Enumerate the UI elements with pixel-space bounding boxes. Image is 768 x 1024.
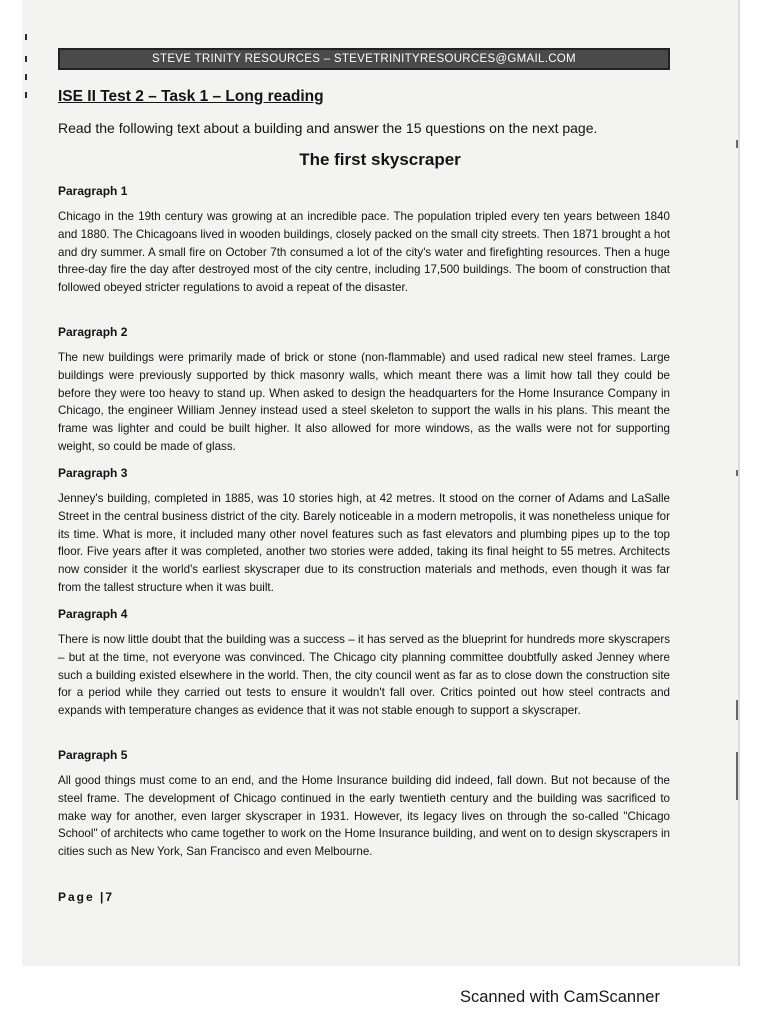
paragraph-2-heading: Paragraph 2: [58, 325, 128, 339]
paragraph-1-heading: Paragraph 1: [58, 184, 128, 198]
paragraph-3-heading: Paragraph 3: [58, 466, 128, 480]
paragraph-3-text: Jenney's building, completed in 1885, was 10 stories high, at 42 metres. It stood on the corner of Adams and LaSalle Street in the central business district of the city. Barely noticeable in a modern metropolis, it was nonetheless unique for its time. What is more, it included many other novel features such as fast elevators and plumbing pipes up to the top floor. Five years after it was completed, another two stories were added, taking its final height to 55 metres. Architects now consider it the world's earliest skyscraper due to its construction materials and methods, even though it was far from the tallest structure when it was built.: [58, 492, 670, 594]
instructions: Read the following text about a building and answer the 15 questions on the next page.: [58, 120, 598, 136]
page-number: Page |7: [58, 890, 115, 904]
paragraph-4-text: There is now little doubt that the building was a success – it has served as the blueprint for hundreds more skyscrapers – but at the time, not everyone was convinced. The Chicago city planning committee doubtfully asked Jenney where such a building existed elsewhere in the world. Then, the city council went as far as to close down the construction site for a period while they carried out tests to ensure it wouldn't fall over. Critics pointed out how steel contracts and expands with temperature changes as evidence that it was not stable enough to support a skyscraper.: [58, 633, 670, 718]
article-title: The first skyscraper: [299, 150, 461, 169]
paragraph-1-text: Chicago in the 19th century was growing at an incredible pace. The population tripled every ten years between 1840 and 1880. The Chicagoans lived in wooden buildings, closely packed on the small city streets. Then 1871 brought a hot and dry summer. A small fire on October 7th consumed a lot of the city's water and firefighting resources. Then a huge three-day fire the day after destroyed most of the city centre, including 17,500 buildings. The boom of construction that followed obeyed stricter regulations to avoid a repeat of the disaster.: [58, 210, 670, 295]
scanned-page: [22, 0, 740, 966]
banner-text: STEVE TRINITY RESOURCES – STEVETRINITYRESOURCES@GMAIL.COM: [152, 53, 576, 65]
paragraph-2-text: The new buildings were primarily made of brick or stone (non-flammable) and used radical new steel frames. Large buildings were previously supported by thick masonry walls, which meant there was a limit how tall they could be before they were too heavy to stand up. When asked to design the headquarters for the Home Insurance Company in Chicago, the engineer William Jenney instead used a steel skeleton to support the walls in his plans. This meant the frame was lighter and could be built higher. It also allowed for more windows, as the walls were not for supporting weight, so could be made of glass.: [58, 351, 670, 453]
paragraph-5-text: All good things must come to an end, and the Home Insurance building did indeed, fall down. But not because of the steel frame. The development of Chicago continued in the early twentieth century and the building was sacrificed to make way for another, even larger skyscraper in 1931. However, its legacy lives on through the so-called "Chicago School" of architects who came together to work on the Home Insurance building, and went on to design skyscrapers in cities such as New York, San Francisco and even Melbourne.: [58, 774, 670, 859]
resource-banner: [58, 48, 670, 70]
task-title: ISE II Test 2 – Task 1 – Long reading: [58, 88, 324, 105]
paragraph-5-heading: Paragraph 5: [58, 748, 128, 762]
paragraph-4-heading: Paragraph 4: [58, 607, 128, 621]
camscanner-watermark: Scanned with CamScanner: [460, 988, 660, 1006]
